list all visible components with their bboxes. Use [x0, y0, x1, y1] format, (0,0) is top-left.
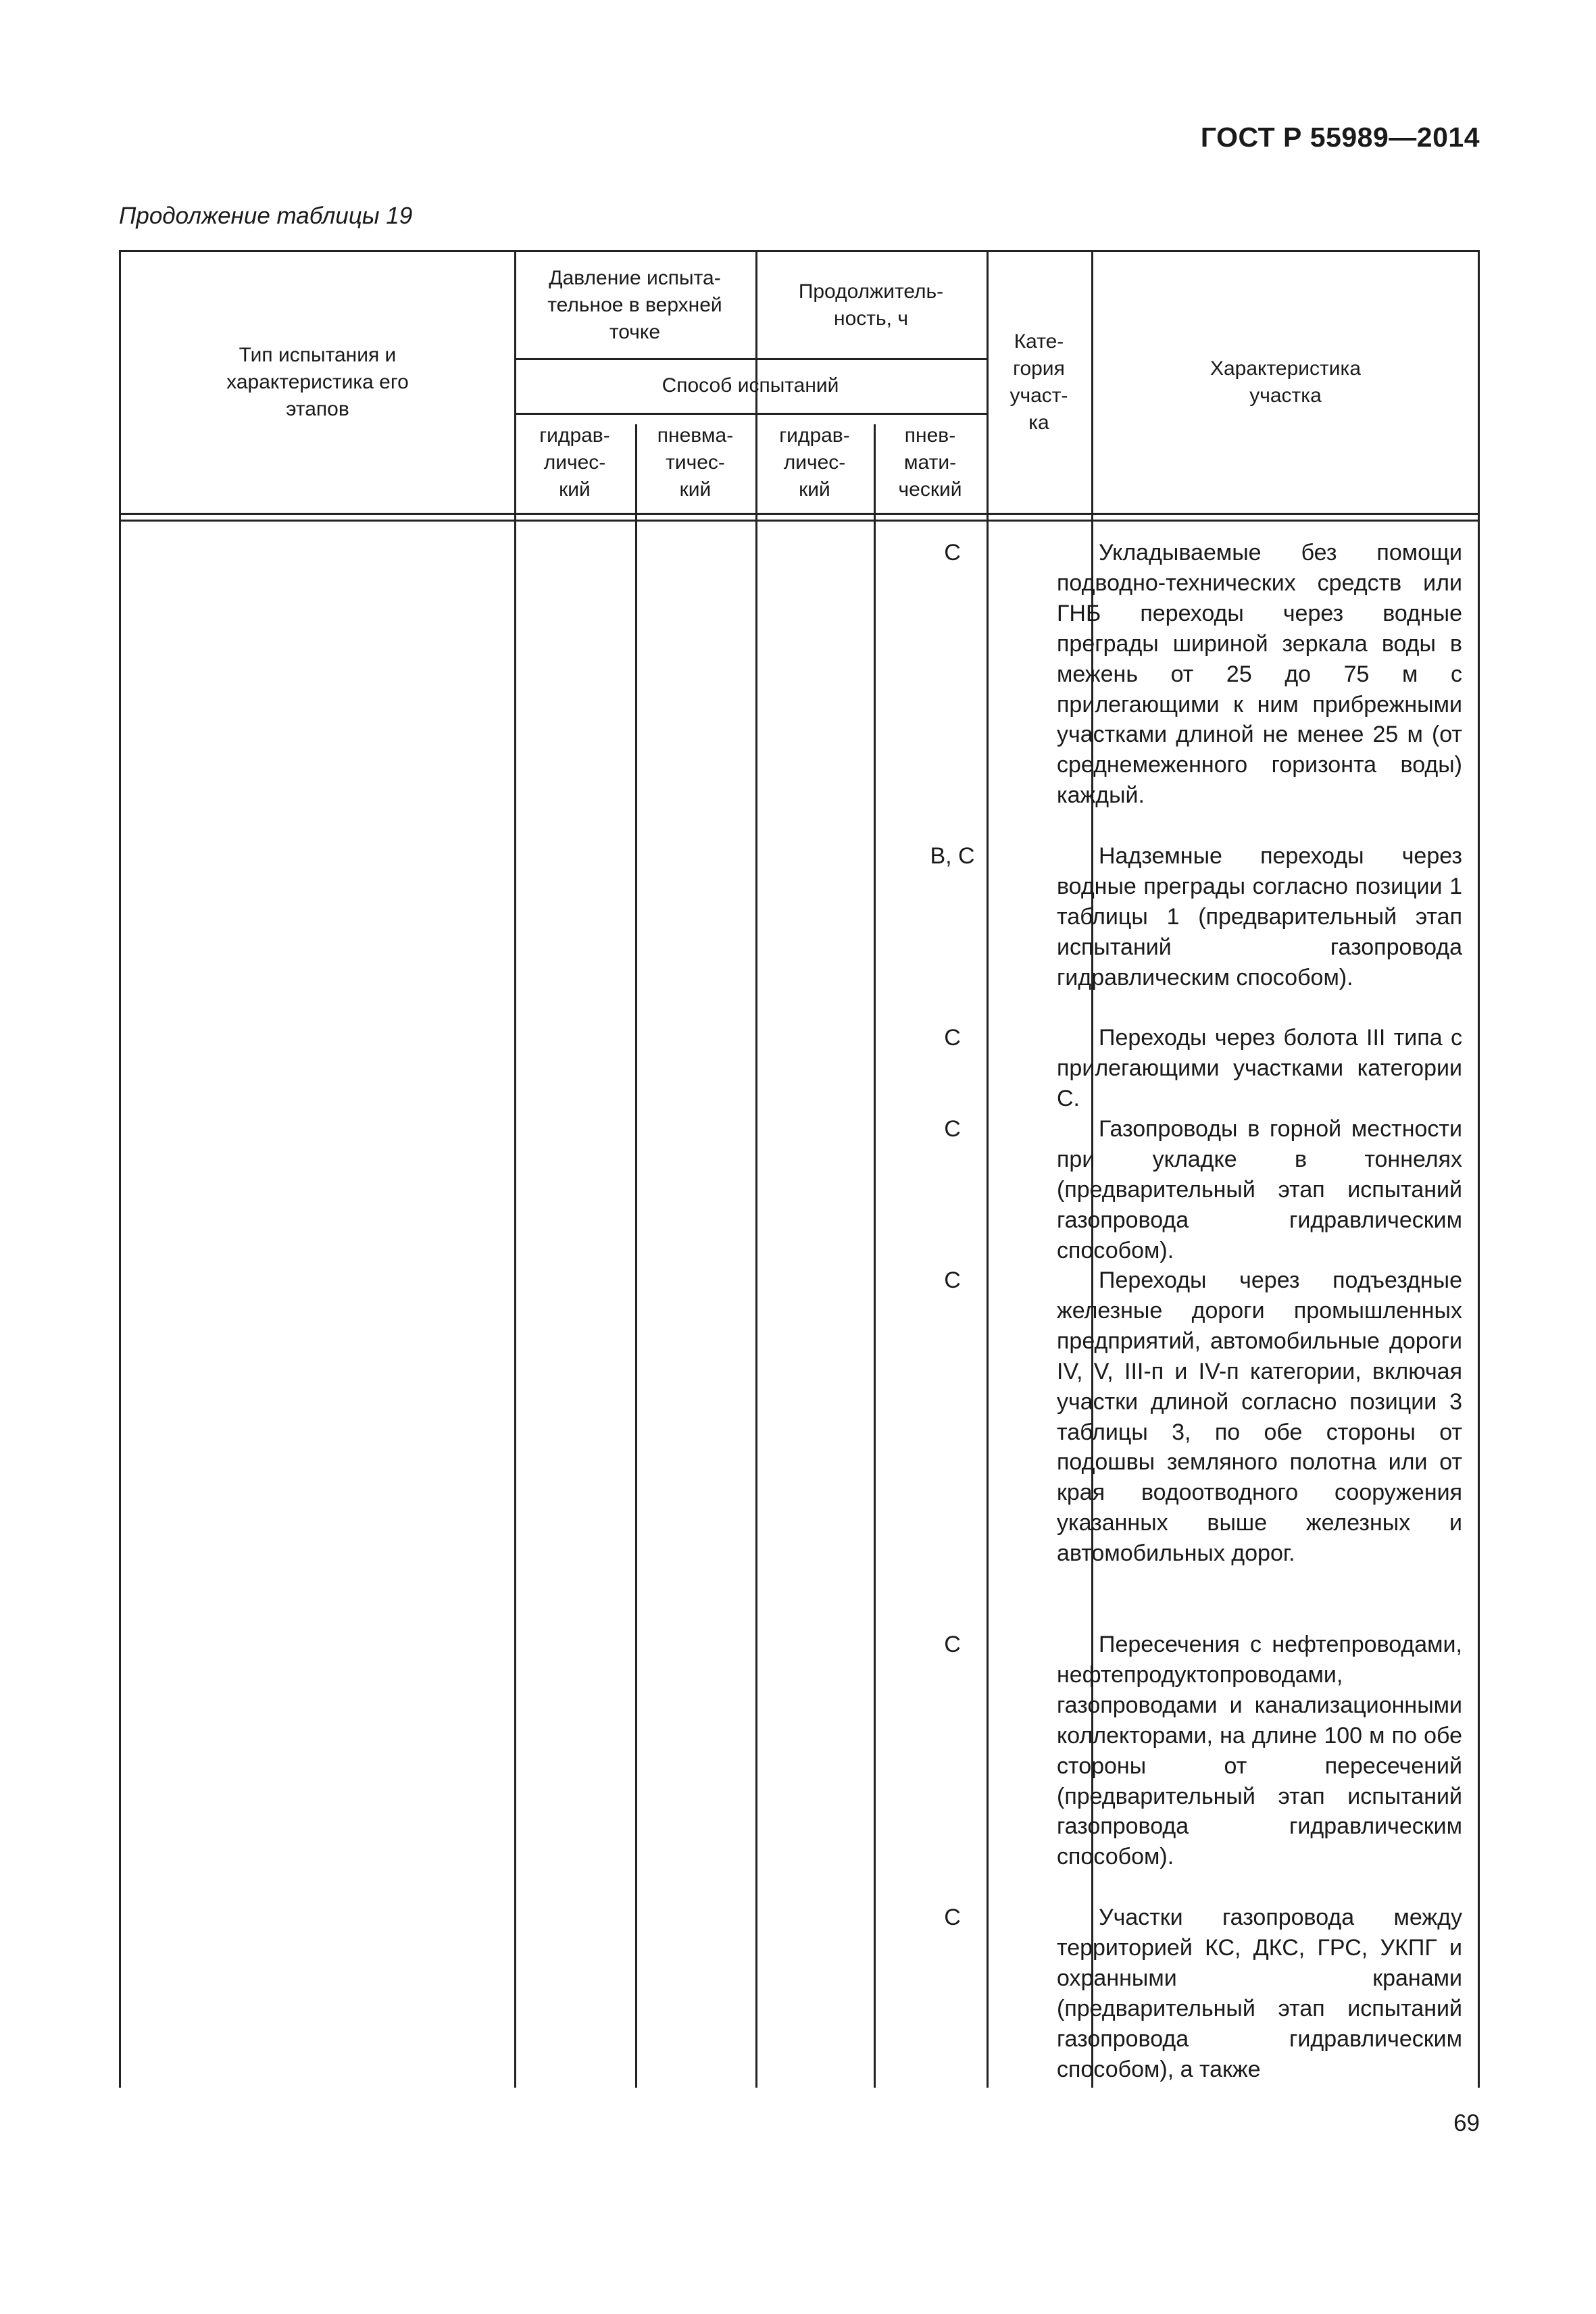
header-characteristic: Характеристика участка: [1210, 357, 1362, 407]
header-test-method: Способ испытаний: [662, 374, 839, 397]
characteristic-cell: Газопроводы в горной местности при укладке в тоннелях (предварительный этап испытаний газопровода гидравлическим способом).: [1057, 1116, 1462, 1263]
header-hydraulic-duration: гидрав- личес- кий: [779, 424, 850, 501]
header-pressure: Давление испыта- тельное в верхней точке: [547, 266, 722, 343]
category-cell: С: [944, 540, 961, 565]
header-duration: Продолжитель- ность, ч: [798, 280, 944, 330]
column-rule: [874, 424, 876, 2088]
header-rule: [121, 520, 1478, 522]
column-rule: [635, 424, 637, 2088]
standard-code: ГОСТ Р 55989—2014: [1200, 122, 1480, 153]
header-pneumatic-pressure: пневма- тичес- кий: [657, 424, 734, 501]
characteristic-cell: Надземные переходы через водные преграды согласно позиции 1 таблицы 1 (предварительный этап испытаний газопровода гидравлическим способом).: [1057, 843, 1462, 990]
column-rule: [755, 252, 757, 2088]
characteristic-cell: Переходы через подъездные железные дороги промышленных предприятий, автомобильные дороги IV, V, III-п и IV-п категории, включая участки длиной согласно позиции 3 таблицы 3, по обе стороны от подошвы земляного полотна или от края водоотводного сооружения указанных выше железных и автомобильных дорог.: [1057, 1267, 1462, 1567]
column-rule: [514, 252, 516, 2088]
header-rule: [121, 513, 1478, 515]
header-test-type: Тип испытания и характеристика его этапов: [226, 344, 409, 420]
category-cell: С: [944, 1267, 961, 1293]
table-continuation-label: Продолжение таблицы 19: [119, 203, 413, 229]
category-cell: В, С: [930, 843, 975, 869]
header-pneumatic-duration: пнев- мати- ческий: [898, 424, 962, 501]
category-cell: С: [944, 1632, 961, 1657]
column-rule: [987, 252, 989, 2088]
characteristic-cell: Укладываемые без помощи подводно-технических средств или ГНБ переходы через водные преграды шириной зеркала воды в межень от 25 до 75 м с прилегающими к ним прибрежными участками длиной не менее 25 м (от среднемеженного горизонта воды) каждый.: [1057, 540, 1462, 809]
characteristic-cell: Участки газопровода между территорией КС, ДКС, ГРС, УКПГ и охранными кранами (предварительный этап испытаний газопровода гидравлическим способом), а также: [1057, 1905, 1462, 2082]
category-cell: С: [944, 1905, 961, 1930]
characteristic-cell: Пересечения с нефтепроводами, нефтепродуктопроводами, газопроводами и канализационными коллекторами, на длине 100 м по обе стороны от пересечений (предварительный этап испытаний газопровода гидравлическим способом).: [1057, 1632, 1462, 1870]
category-cell: С: [944, 1116, 961, 1142]
characteristic-cell: Переходы через болота III типа с прилегающими участками категории С.: [1057, 1025, 1462, 1111]
header-category: Кате- гория участ- ка: [1009, 330, 1068, 434]
header-hydraulic-pressure: гидрав- личес- кий: [539, 424, 610, 501]
page-number: 69: [1453, 2110, 1480, 2136]
category-cell: С: [944, 1025, 961, 1051]
